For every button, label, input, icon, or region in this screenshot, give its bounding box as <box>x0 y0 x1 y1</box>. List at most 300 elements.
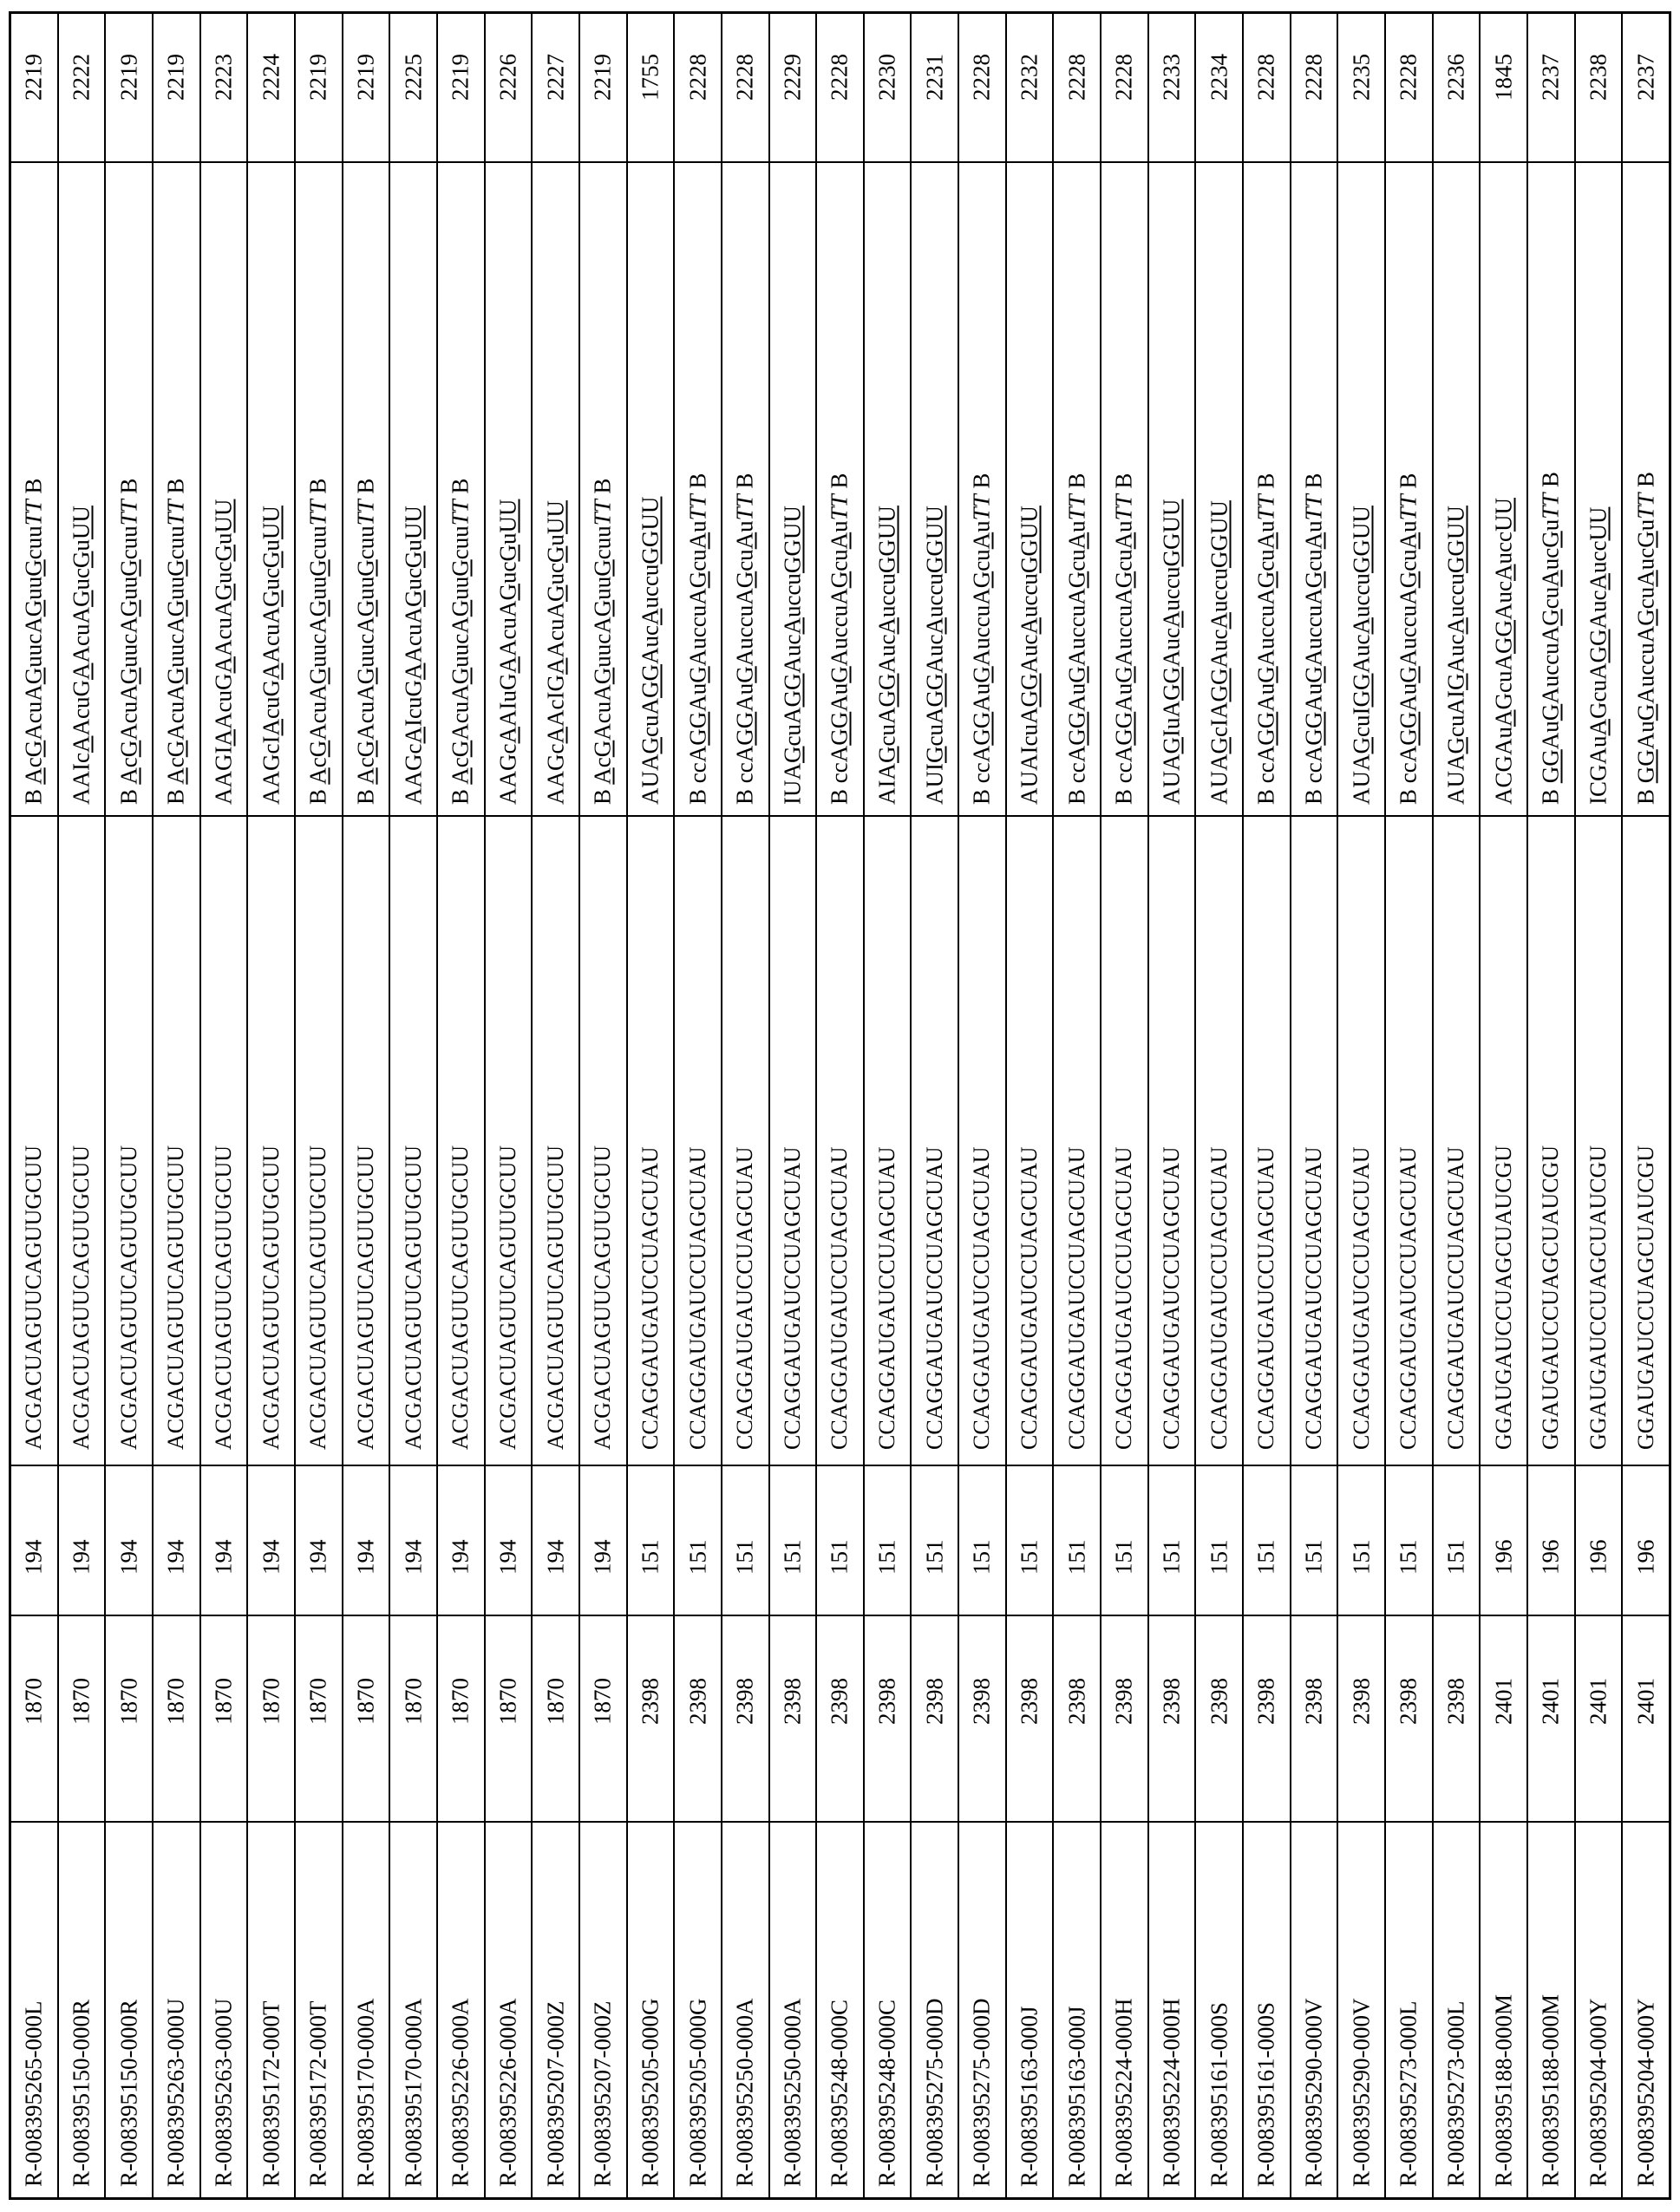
seq-id-number: 2219 <box>162 54 189 101</box>
seq-id-number: 2232 <box>1016 54 1043 101</box>
cell-antisense <box>628 161 674 815</box>
cell-seq-id-number <box>438 14 484 161</box>
duplex-id: R-008395161-000S <box>1252 2001 1279 2187</box>
ref-number: 151 <box>968 1539 995 1575</box>
seq-id-number: 2228 <box>968 54 995 101</box>
cell-duplex-id <box>533 1821 579 2197</box>
seq-id-number: 2236 <box>1442 54 1469 101</box>
seq-id-number: 2233 <box>1158 54 1185 101</box>
cell-sense <box>580 815 626 1465</box>
cell-sense <box>1576 815 1622 1465</box>
cell-antisense <box>817 161 863 815</box>
sense-sequence: CCAGGAUGAUCCUAGCUAU <box>779 1146 805 1450</box>
sense-sequence: ACGACUAGUUCAGUUGCUU <box>542 1145 568 1450</box>
antisense-sequence: AUAGcuAIGAucAuccuGGUU <box>1442 506 1469 805</box>
cell-seq-id-number <box>1481 14 1526 161</box>
cell-ref-number <box>817 1465 863 1615</box>
ref-number: 194 <box>589 1539 616 1575</box>
ref-number: 196 <box>1537 1539 1564 1575</box>
cell-duplex-id <box>1054 1821 1100 2197</box>
table-row <box>342 14 389 2197</box>
cell-ref-number <box>59 1465 105 1615</box>
table-row <box>294 14 342 2197</box>
table-row <box>104 14 152 2197</box>
cell-seq-id-number <box>390 14 436 161</box>
cell-duplex-id <box>59 1821 105 2197</box>
cell-sense <box>248 815 294 1465</box>
cell-ref-number <box>1149 1465 1195 1615</box>
sense-sequence: CCAGGAUGAUCCUAGCUAU <box>1443 1146 1469 1450</box>
sense-sequence: CCAGGAUGAUCCUAGCUAU <box>637 1146 663 1450</box>
position: 1870 <box>258 1678 284 1725</box>
cell-duplex-id <box>11 1821 57 2197</box>
ref-number: 151 <box>684 1539 711 1575</box>
cell-duplex-id <box>817 1821 863 2197</box>
cell-seq-id-number <box>1623 14 1669 161</box>
cell-duplex-id <box>486 1821 532 2197</box>
antisense-sequence: B ccAGGAuGAuccuAGcuAuTT B <box>826 473 853 805</box>
ref-number: 194 <box>115 1539 142 1575</box>
seq-id-number: 2228 <box>1395 54 1422 101</box>
duplex-id: R-008395273-000L <box>1395 2000 1422 2187</box>
sense-sequence: GGAUGAUCCUAGCUAUCGU <box>1585 1145 1611 1450</box>
antisense-sequence: AAGcIAcuGAAcuAGucGuUU <box>258 506 284 805</box>
antisense-sequence: AUAGcIAGGAucAuccuGGUU <box>1206 500 1232 805</box>
cell-position <box>1481 1615 1526 1821</box>
duplex-id: R-008395226-000A <box>447 1998 474 2187</box>
cell-duplex-id <box>580 1821 626 2197</box>
cell-ref-number <box>1196 1465 1242 1615</box>
cell-sense <box>1386 815 1432 1465</box>
cell-ref-number <box>296 1465 342 1615</box>
cell-ref-number <box>343 1465 389 1615</box>
cell-seq-id-number <box>912 14 958 161</box>
table-row <box>246 14 294 2197</box>
cell-position <box>390 1615 436 1821</box>
cell-duplex-id <box>1386 1821 1432 2197</box>
cell-antisense <box>11 161 57 815</box>
cell-ref-number <box>1101 1465 1147 1615</box>
seq-id-number: 2224 <box>258 54 284 101</box>
sense-sequence: ACGACUAGUUCAGUUGCUU <box>448 1145 474 1450</box>
cell-position <box>11 1615 57 1821</box>
duplex-id: R-008395248-000C <box>826 2000 853 2187</box>
position: 2401 <box>1490 1678 1517 1725</box>
cell-sense <box>1244 815 1290 1465</box>
cell-sense <box>1196 815 1242 1465</box>
sense-sequence: ACGACUAGUUCAGUUGCUU <box>352 1145 378 1450</box>
cell-seq-id-number <box>1196 14 1242 161</box>
sense-sequence: CCAGGAUGAUCCUAGCUAU <box>1159 1146 1185 1450</box>
ref-number: 151 <box>1206 1539 1232 1575</box>
duplex-id: R-008395263-000U <box>210 1998 237 2187</box>
table-row <box>1005 14 1053 2197</box>
ref-number: 151 <box>1016 1539 1043 1575</box>
table-row <box>1526 14 1574 2197</box>
sense-sequence: CCAGGAUGAUCCUAGCUAU <box>1063 1146 1089 1450</box>
duplex-id: R-008395188-000M <box>1537 1994 1564 2187</box>
duplex-id: R-008395250-000A <box>731 1998 758 2187</box>
position: 1870 <box>589 1678 616 1725</box>
seq-id-number: 2237 <box>1632 54 1659 101</box>
cell-antisense <box>959 161 1005 815</box>
cell-sense <box>865 815 911 1465</box>
antisense-sequence: B AcGAcuAGuucAGuuGcuuTT B <box>352 478 379 805</box>
cell-seq-id-number <box>533 14 579 161</box>
duplex-id: R-008395265-000L <box>20 2000 47 2187</box>
antisense-sequence: AAGIAAcuGAAcuAGucGuUU <box>210 499 237 805</box>
cell-sense <box>1101 815 1147 1465</box>
ref-number: 151 <box>1158 1539 1185 1575</box>
antisense-sequence: B ccAGGAuGAuccuAGcuAuTT B <box>1063 473 1090 805</box>
duplex-id: R-008395188-000M <box>1490 1994 1517 2187</box>
seq-id-number: 2235 <box>1348 54 1375 101</box>
cell-seq-id-number <box>248 14 294 161</box>
cell-duplex-id <box>1244 1821 1290 2197</box>
position: 1870 <box>352 1678 379 1725</box>
seq-id-number: 2225 <box>400 54 427 101</box>
table-row <box>1337 14 1384 2197</box>
cell-seq-id-number <box>580 14 626 161</box>
antisense-sequence: AUAGcuAGGAucAuccuGGUU <box>637 496 664 805</box>
cell-position <box>1101 1615 1147 1821</box>
table-row <box>626 14 674 2197</box>
seq-id-number: 2219 <box>20 54 47 101</box>
cell-seq-id-number <box>11 14 57 161</box>
cell-ref-number <box>154 1465 199 1615</box>
antisense-sequence: B AcGAcuAGuucAGuuGcuuTT B <box>20 478 47 805</box>
seq-id-number: 2228 <box>1063 54 1090 101</box>
cell-sense <box>1291 815 1337 1465</box>
cell-seq-id-number <box>1434 14 1480 161</box>
seq-id-number: 2238 <box>1585 54 1611 101</box>
table-row <box>673 14 721 2197</box>
position: 2398 <box>826 1678 853 1725</box>
cell-duplex-id <box>106 1821 152 2197</box>
cell-antisense <box>59 161 105 815</box>
ref-number: 151 <box>779 1539 806 1575</box>
sense-sequence: CCAGGAUGAUCCUAGCUAU <box>1301 1146 1327 1450</box>
cell-sense <box>628 815 674 1465</box>
sense-sequence: CCAGGAUGAUCCUAGCUAU <box>1396 1146 1422 1450</box>
cell-seq-id-number <box>1338 14 1384 161</box>
duplex-id: R-008395273-000L <box>1442 2000 1469 2187</box>
seq-id-number: 2234 <box>1206 54 1232 101</box>
antisense-sequence: B ccAGGAuGAuccuAGcuAuTT B <box>731 473 758 805</box>
ref-number: 151 <box>1300 1539 1327 1575</box>
cell-seq-id-number <box>1386 14 1432 161</box>
cell-seq-id-number <box>770 14 816 161</box>
cell-position <box>1623 1615 1669 1821</box>
antisense-sequence: ICGAuAGcuAGGAucAuccUU <box>1585 506 1611 805</box>
seq-id-number: 2219 <box>352 54 379 101</box>
duplex-id: R-008395290-000V <box>1300 1998 1327 2187</box>
table-row <box>910 14 958 2197</box>
cell-ref-number <box>1434 1465 1480 1615</box>
duplex-id: R-008395207-000Z <box>542 2000 569 2187</box>
cell-ref-number <box>1291 1465 1337 1615</box>
position: 2398 <box>921 1678 948 1725</box>
cell-ref-number <box>533 1465 579 1615</box>
cell-ref-number <box>770 1465 816 1615</box>
duplex-id: R-008395150-000R <box>68 2000 95 2187</box>
table-row <box>1052 14 1100 2197</box>
sense-sequence: ACGACUAGUUCAGUUGCUU <box>210 1145 236 1450</box>
cell-seq-id-number <box>675 14 721 161</box>
position: 1870 <box>68 1678 95 1725</box>
cell-position <box>817 1615 863 1821</box>
sense-sequence: CCAGGAUGAUCCUAGCUAU <box>1206 1146 1232 1450</box>
cell-duplex-id <box>1434 1821 1480 2197</box>
cell-position <box>154 1615 199 1821</box>
seq-id-number: 2230 <box>873 54 900 101</box>
table-row <box>1147 14 1195 2197</box>
cell-antisense <box>1054 161 1100 815</box>
ref-number: 151 <box>1395 1539 1422 1575</box>
table-row <box>57 14 105 2197</box>
cell-sense <box>722 815 768 1465</box>
cell-antisense <box>296 161 342 815</box>
seq-id-number: 2228 <box>731 54 758 101</box>
cell-position <box>1007 1615 1053 1821</box>
cell-position <box>1054 1615 1100 1821</box>
duplex-id: R-008395275-000D <box>968 1998 995 2187</box>
cell-seq-id-number <box>1244 14 1290 161</box>
cell-duplex-id <box>1481 1821 1526 2197</box>
sense-sequence: GGAUGAUCCUAGCUAUCGU <box>1632 1145 1658 1450</box>
seq-id-number: 1845 <box>1490 54 1517 101</box>
cell-position <box>675 1615 721 1821</box>
antisense-sequence: AIAGcuAGGAucAuccuGGUU <box>873 506 900 805</box>
table-row <box>1574 14 1622 2197</box>
ref-number: 194 <box>304 1539 331 1575</box>
cell-ref-number <box>1054 1465 1100 1615</box>
antisense-sequence: B AcGAcuAGuucAGuuGcuuTT B <box>115 478 142 805</box>
seq-id-number: 2219 <box>447 54 474 101</box>
table-row <box>11 14 57 2197</box>
position: 2398 <box>731 1678 758 1725</box>
antisense-sequence: AAGcAAIuGAAcuAGucGuUU <box>494 499 521 805</box>
cell-seq-id-number <box>59 14 105 161</box>
cell-position <box>296 1615 342 1821</box>
duplex-id: R-008395290-000V <box>1348 1998 1375 2187</box>
position: 1870 <box>542 1678 569 1725</box>
cell-position <box>1196 1615 1242 1821</box>
cell-antisense <box>1149 161 1195 815</box>
position: 1870 <box>162 1678 189 1725</box>
duplex-id: R-008395163-000J <box>1016 2006 1043 2187</box>
cell-antisense <box>1338 161 1384 815</box>
position: 2398 <box>873 1678 900 1725</box>
seq-id-number: 2231 <box>921 54 948 101</box>
sense-sequence: CCAGGAUGAUCCUAGCUAU <box>1111 1146 1137 1450</box>
cell-seq-id-number <box>628 14 674 161</box>
antisense-sequence: B ccAGGAuGAuccuAGcuAuTT B <box>1300 473 1327 805</box>
cell-duplex-id <box>865 1821 911 2197</box>
seq-id-number: 2219 <box>115 54 142 101</box>
cell-ref-number <box>1244 1465 1290 1615</box>
position: 1870 <box>494 1678 521 1725</box>
seq-id-number: 2228 <box>1110 54 1137 101</box>
cell-duplex-id <box>154 1821 199 2197</box>
cell-seq-id-number <box>1149 14 1195 161</box>
duplex-id: R-008395250-000A <box>779 1998 806 2187</box>
sense-sequence: CCAGGAUGAUCCUAGCUAU <box>1016 1146 1043 1450</box>
cell-ref-number <box>722 1465 768 1615</box>
cell-duplex-id <box>390 1821 436 2197</box>
cell-sense <box>59 815 105 1465</box>
cell-duplex-id <box>201 1821 247 2197</box>
cell-duplex-id <box>1576 1821 1622 2197</box>
table-row <box>152 14 199 2197</box>
cell-duplex-id <box>1623 1821 1669 2197</box>
cell-ref-number <box>486 1465 532 1615</box>
cell-antisense <box>1101 161 1147 815</box>
cell-position <box>1338 1615 1384 1821</box>
sense-sequence: CCAGGAUGAUCCUAGCUAU <box>921 1146 947 1450</box>
cell-ref-number <box>628 1465 674 1615</box>
seq-id-number: 2228 <box>1300 54 1327 101</box>
cell-seq-id-number <box>1007 14 1053 161</box>
ref-number: 194 <box>447 1539 474 1575</box>
position: 1870 <box>20 1678 47 1725</box>
cell-position <box>1528 1615 1574 1821</box>
duplex-id: R-008395204-000Y <box>1632 1998 1659 2187</box>
sense-sequence: ACGACUAGUUCAGUUGCUU <box>163 1145 189 1450</box>
cell-ref-number <box>1007 1465 1053 1615</box>
cell-duplex-id <box>296 1821 342 2197</box>
cell-antisense <box>1481 161 1526 815</box>
cell-duplex-id <box>628 1821 674 2197</box>
cell-position <box>486 1615 532 1821</box>
sequence-table <box>9 11 1671 2200</box>
position: 2401 <box>1537 1678 1564 1725</box>
sense-sequence: ACGACUAGUUCAGUUGCUU <box>21 1145 47 1450</box>
cell-sense <box>1149 815 1195 1465</box>
antisense-sequence: AUAGcuIGGAucAuccuGGUU <box>1348 506 1375 805</box>
cell-ref-number <box>390 1465 436 1615</box>
ref-number: 151 <box>1442 1539 1469 1575</box>
position: 2398 <box>779 1678 806 1725</box>
cell-sense <box>11 815 57 1465</box>
cell-seq-id-number <box>1528 14 1574 161</box>
ref-number: 151 <box>1252 1539 1279 1575</box>
cell-antisense <box>722 161 768 815</box>
ref-number: 194 <box>162 1539 189 1575</box>
table-row <box>958 14 1005 2197</box>
antisense-sequence: AUAGIuAGGAucAuccuGGUU <box>1158 499 1185 805</box>
cell-ref-number <box>106 1465 152 1615</box>
position: 2398 <box>637 1678 664 1725</box>
seq-id-number: 2228 <box>1252 54 1279 101</box>
cell-antisense <box>580 161 626 815</box>
duplex-id: R-008395248-000C <box>873 2000 900 2187</box>
cell-ref-number <box>1528 1465 1574 1615</box>
cell-seq-id-number <box>154 14 199 161</box>
sense-sequence: ACGACUAGUUCAGUUGCUU <box>68 1145 94 1450</box>
cell-antisense <box>865 161 911 815</box>
table-row <box>484 14 532 2197</box>
antisense-sequence: IUAGcuAGGAucAuccuGGUU <box>779 506 806 805</box>
ref-number: 196 <box>1632 1539 1659 1575</box>
cell-sense <box>343 815 389 1465</box>
seq-id-number: 2222 <box>68 54 95 101</box>
antisense-sequence: AAGcAAcIGAAcuAGucGuUU <box>542 500 569 805</box>
cell-sense <box>106 815 152 1465</box>
position: 2398 <box>1110 1678 1137 1725</box>
antisense-sequence: B AcGAcuAGuucAGuuGcuuTT B <box>162 478 189 805</box>
ref-number: 151 <box>921 1539 948 1575</box>
cell-sense <box>1054 815 1100 1465</box>
ref-number: 151 <box>1348 1539 1375 1575</box>
duplex-id: R-008395205-000G <box>637 1998 664 2187</box>
cell-ref-number <box>1623 1465 1669 1615</box>
cell-antisense <box>1528 161 1574 815</box>
position: 2398 <box>1063 1678 1090 1725</box>
table-row <box>815 14 863 2197</box>
table-row <box>1479 14 1526 2197</box>
seq-id-number: 1755 <box>637 54 664 101</box>
cell-position <box>201 1615 247 1821</box>
antisense-sequence: B AcGAcuAGuucAGuuGcuuTT B <box>589 478 616 805</box>
duplex-id: R-008395172-000T <box>258 2000 284 2187</box>
cell-seq-id-number <box>1101 14 1147 161</box>
cell-ref-number <box>959 1465 1005 1615</box>
cell-sense <box>296 815 342 1465</box>
cell-duplex-id <box>959 1821 1005 2197</box>
cell-position <box>770 1615 816 1821</box>
position: 1870 <box>304 1678 331 1725</box>
cell-sense <box>201 815 247 1465</box>
table-row <box>1194 14 1242 2197</box>
sense-sequence: ACGACUAGUUCAGUUGCUU <box>400 1145 426 1450</box>
cell-duplex-id <box>438 1821 484 2197</box>
cell-position <box>1149 1615 1195 1821</box>
table-row <box>1432 14 1480 2197</box>
duplex-id: R-008395150-000R <box>115 2000 142 2187</box>
cell-antisense <box>1576 161 1622 815</box>
position: 1870 <box>115 1678 142 1725</box>
duplex-id: R-008395226-000A <box>494 1998 521 2187</box>
table-row <box>1242 14 1290 2197</box>
cell-position <box>580 1615 626 1821</box>
duplex-id: R-008395172-000T <box>304 2000 331 2187</box>
duplex-id: R-008395170-000A <box>352 1998 379 2187</box>
cell-sense <box>390 815 436 1465</box>
table-row <box>531 14 579 2197</box>
cell-position <box>1434 1615 1480 1821</box>
antisense-sequence: B ccAGGAuGAuccuAGcuAuTT B <box>1110 473 1137 805</box>
antisense-sequence: AUIGcuAGGAucAuccuGGUU <box>921 506 948 805</box>
cell-antisense <box>1291 161 1337 815</box>
sense-sequence: ACGACUAGUUCAGUUGCUU <box>494 1145 520 1450</box>
table-row <box>721 14 768 2197</box>
table-row <box>768 14 816 2197</box>
cell-sense <box>154 815 199 1465</box>
cell-ref-number <box>912 1465 958 1615</box>
antisense-sequence: AUAIcuAGGAucAuccuGGUU <box>1016 506 1043 805</box>
cell-seq-id-number <box>343 14 389 161</box>
antisense-sequence: B AcGAcuAGuucAGuuGcuuTT B <box>447 478 474 805</box>
duplex-id: R-008395163-000J <box>1063 2006 1090 2187</box>
cell-antisense <box>1386 161 1432 815</box>
cell-ref-number <box>675 1465 721 1615</box>
cell-duplex-id <box>675 1821 721 2197</box>
position: 1870 <box>210 1678 237 1725</box>
cell-duplex-id <box>1149 1821 1195 2197</box>
ref-number: 194 <box>20 1539 47 1575</box>
position: 2398 <box>684 1678 711 1725</box>
